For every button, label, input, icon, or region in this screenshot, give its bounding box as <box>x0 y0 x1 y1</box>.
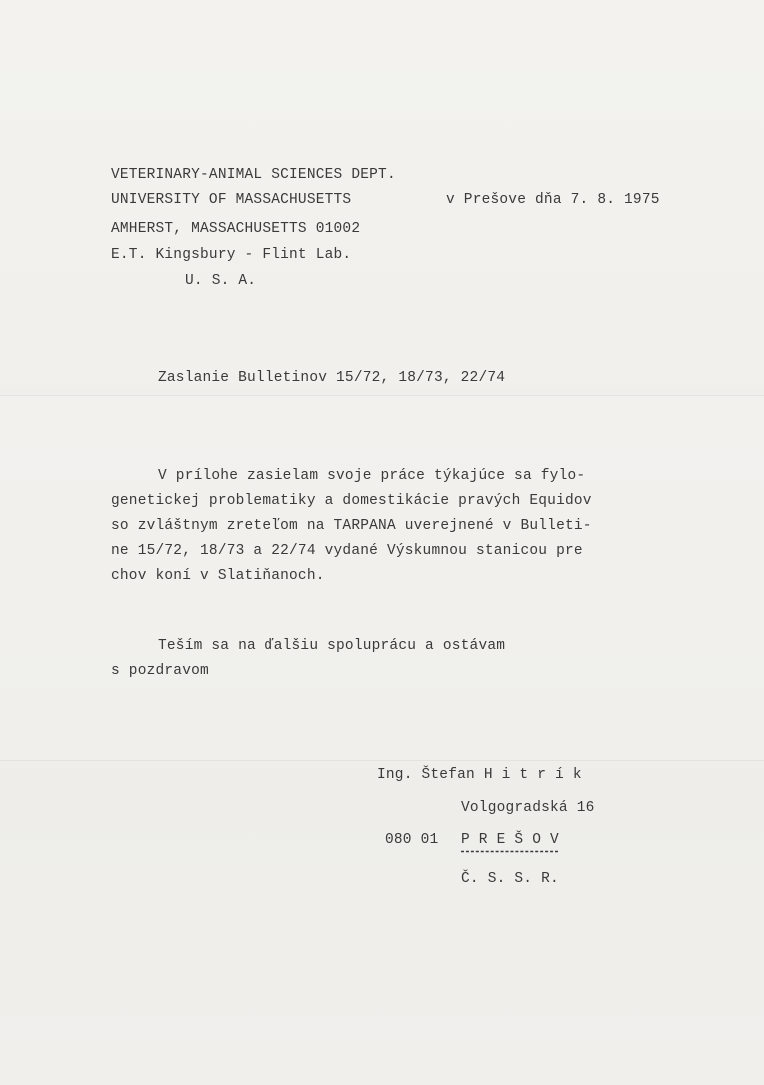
signature-postal-code: 080 01 <box>385 832 439 848</box>
recipient-line-5: U. S. A. <box>185 273 257 289</box>
subject-line: Zaslanie Bulletinov 15/72, 18/73, 22/74 <box>158 370 506 386</box>
paper-fold <box>0 395 764 396</box>
body-line: V prílohe zasielam svoje práce týkajúce sa fylo- <box>158 468 586 484</box>
body-line: so zvláštnym zreteľom na TARPANA uverejnené v Bulleti- <box>111 518 592 534</box>
date-line: v Prešove dňa 7. 8. 1975 <box>446 192 660 208</box>
signature-name: Ing. Štefan H i t r í k <box>377 767 582 783</box>
closing-line: s pozdravom <box>111 663 209 679</box>
recipient-line-1: VETERINARY-ANIMAL SCIENCES DEPT. <box>111 167 396 183</box>
paper-fold <box>0 760 764 761</box>
signature-street: Volgogradská 16 <box>461 800 595 816</box>
signature-country: Č. S. S. R. <box>461 871 559 887</box>
body-line: genetickej problematiky a domestikácie pravých Equidov <box>111 493 592 509</box>
closing-line: Teším sa na ďalšiu spoluprácu a ostávam <box>158 638 506 654</box>
body-line: ne 15/72, 18/73 a 22/74 vydané Výskumnou stanicou pre <box>111 543 583 559</box>
recipient-line-3: AMHERST, MASSACHUSETTS 01002 <box>111 221 361 237</box>
recipient-line-2: UNIVERSITY OF MASSACHUSETTS <box>111 192 352 208</box>
recipient-line-4: E.T. Kingsbury - Flint Lab. <box>111 247 352 263</box>
signature-city: P R E Š O V <box>461 832 559 848</box>
body-line: chov koní v Slatiňanoch. <box>111 568 325 584</box>
